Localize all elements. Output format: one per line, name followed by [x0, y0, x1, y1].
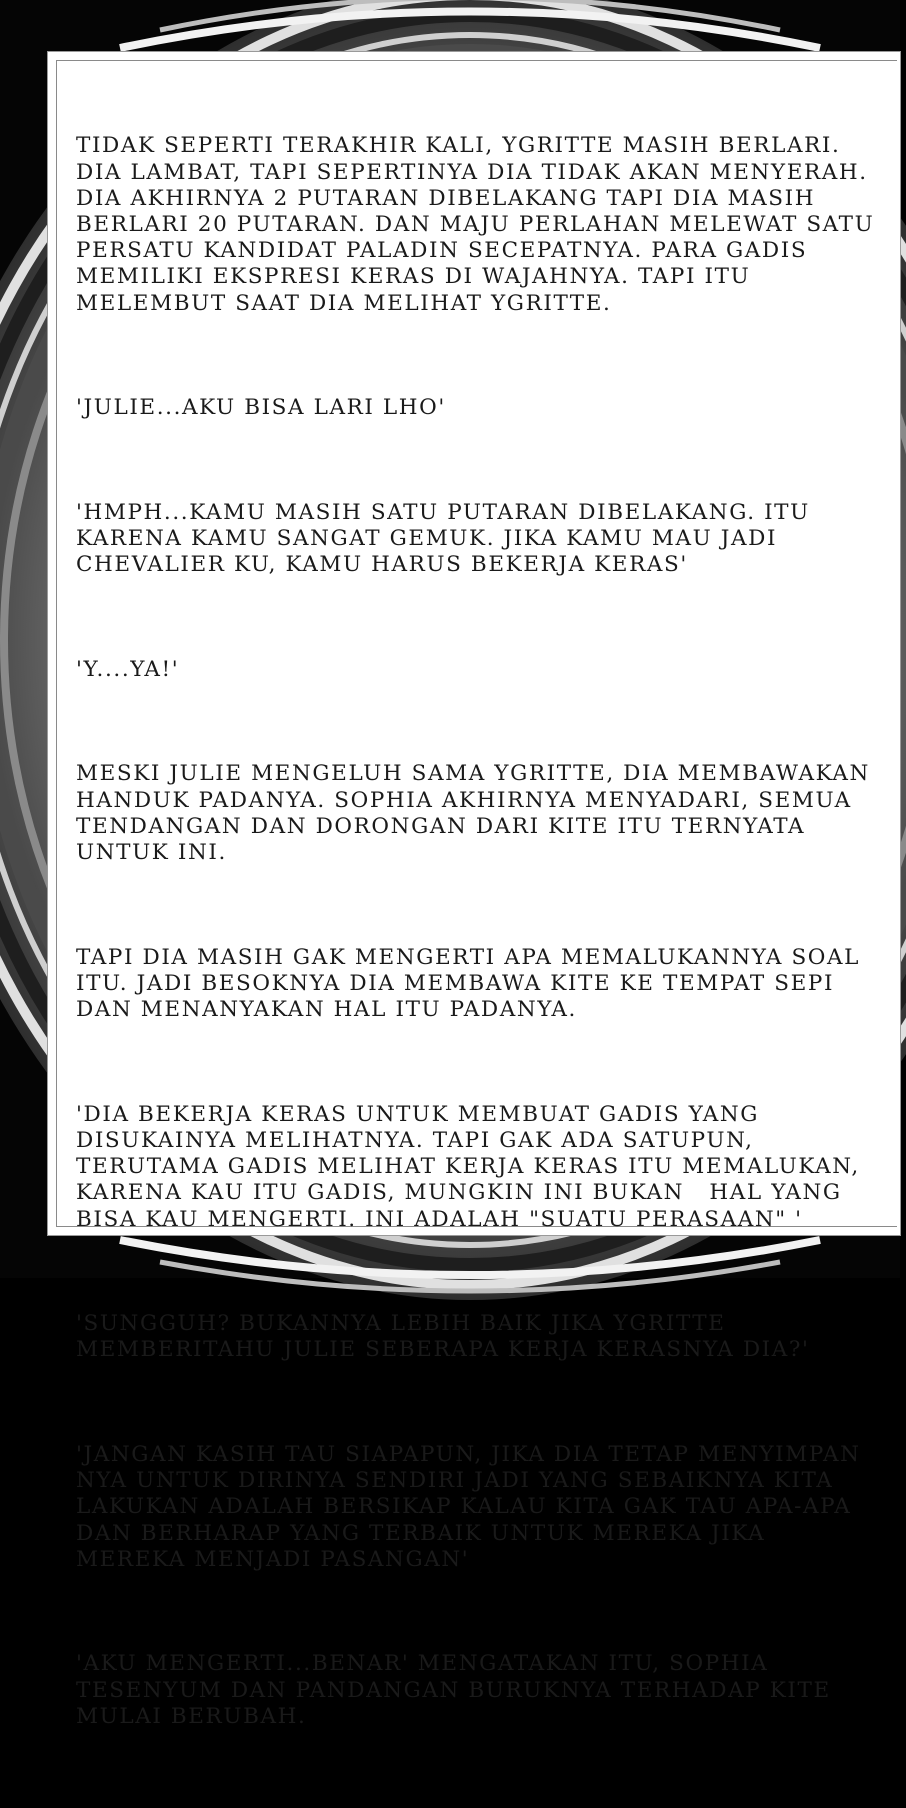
paragraph-2: 'JULIE...AKU BISA LARI LHO': [76, 395, 446, 421]
paragraph-4: 'Y....YA!': [76, 656, 180, 682]
text-panel: [48, 52, 900, 1729]
paragraph-6: TAPI DIA MASIH GAK MENGERTI APA MEMALUKANNYA SOAL ITU. JADI BESOKNYA DIA MEMBAWA KITE KE TEMPAT SEPI DAN MENANYAKAN HAL ITU PADANYA.: [76, 944, 861, 1023]
paragraph-8: 'SUNGGUH? BUKANNYA LEBIH BAIK JIKA YGRITTE MEMBERITAHU JULIE SEBERAPA KERJA KERASNYA DIA?': [76, 1311, 810, 1363]
paragraph-5: MESKI JULIE MENGELUH SAMA YGRITTE, DIA MEMBAWAKAN HANDUK PADANYA. SOPHIA AKHIRNYA MENYADARI, SEMUA TENDANGAN DAN DORONGAN DARI KITE ITU TERNYATA UNTUK INI.: [76, 761, 870, 866]
story-text: [76, 81, 906, 1808]
paragraph-7: 'DIA BEKERJA KERAS UNTUK MEMBUAT GADIS YANG DISUKAINYA MELIHATNYA. TAPI GAK ADA SATUPUN, TERUTAMA GADIS MELIHAT KERJA KERAS ITU MEMALUKAN, KARENA KAU ITU GADIS, MUNGKIN INI BUKAN HAL YANG BISA KAU MENGERTI. INI ADALAH "SUATU PERASAAN" ': [76, 1101, 860, 1232]
paragraph-10: 'AKU MENGERTI...BENAR' MENGATAKAN ITU, SOPHIA TESENYUM DAN PANDANGAN BURUKNYA TERHADAP KITE MULAI BERUBAH.: [76, 1651, 831, 1729]
paragraph-3: 'HMPH...KAMU MASIH SATU PUTARAN DIBELAKANG. ITU KARENA KAMU SANGAT GEMUK. JIKA KAMU MAU JADI CHEVALIER KU, KAMU HARUS BEKERJA KERAS': [76, 499, 810, 578]
paragraph-1: TIDAK SEPERTI TERAKHIR KALI, YGRITTE MASIH BERLARI. DIA LAMBAT, TAPI SEPERTINYA DIA TIDAK AKAN MENYERAH. DIA AKHIRNYA 2 PUTARAN DIBELAKANG TAPI DIA MASIH BERLARI 20 PUTARAN. DAN MAJU PERLAHAN MELEWAT SATU PERSATU KANDIDAT PALADIN SECEPATNYA. PARA GADIS MEMILIKI EKSPRESI KERAS DI WAJAHNYA. TAPI ITU MELEMBUT SAAT DIA MELIHAT YGRITTE.: [76, 133, 875, 316]
paragraph-9: 'JANGAN KASIH TAU SIAPAPUN, JIKA DIA TETAP MENYIMPAN NYA UNTUK DIRINYA SENDIRI JADI YANG SEBAIKNYA KITA LAKUKAN ADALAH BERSIKAP KALAU KITA GAK TAU APA-APA DAN BERHARAP YANG TERBAIK UNTUK MEREKA JIKA MEREKA MENJADI PASANGAN': [76, 1441, 861, 1572]
